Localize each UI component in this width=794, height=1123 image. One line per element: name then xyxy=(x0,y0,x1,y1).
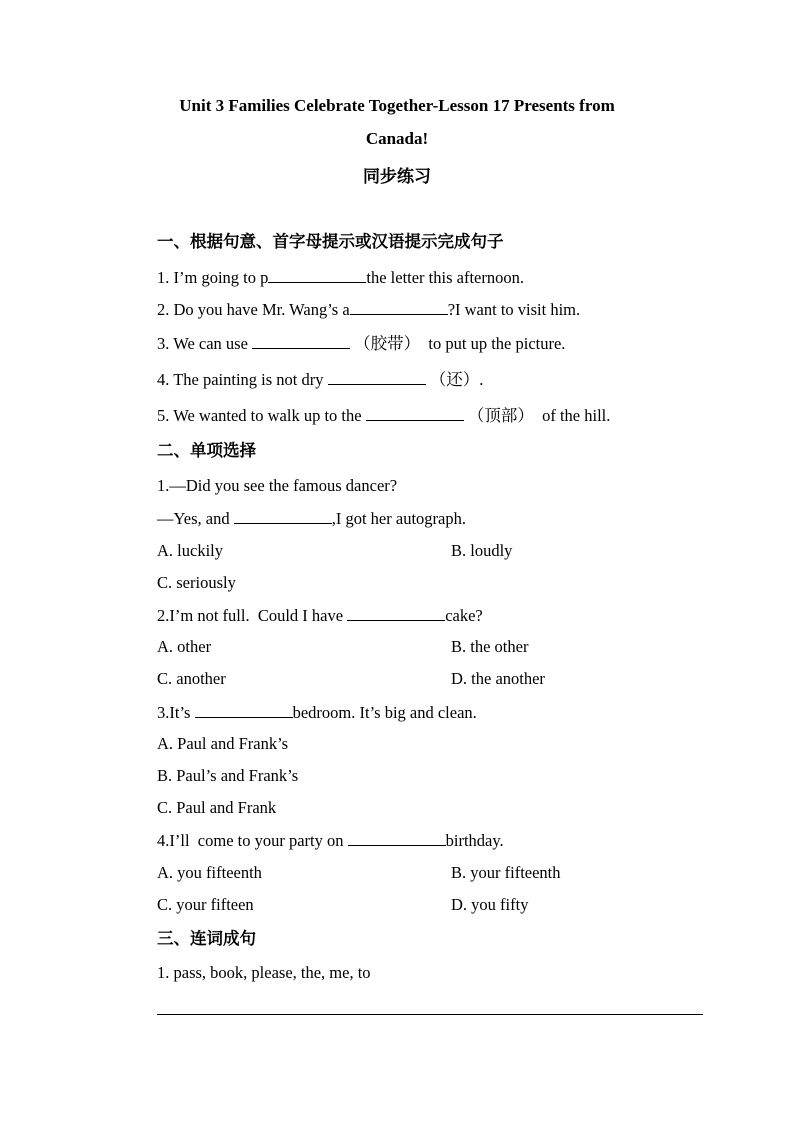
s1-q4-text-before: 4. The painting is not dry xyxy=(157,370,328,389)
s2-q4-option-a: A. you fifteenth xyxy=(157,863,262,882)
s2-q1-line-2 xyxy=(157,508,466,529)
s1-q2-text-before: 2. Do you have Mr. Wang’s a xyxy=(157,300,350,319)
s2-q3-text-after: bedroom. It’s big and clean. xyxy=(292,703,477,722)
blank xyxy=(195,702,293,718)
s2-q1-option-a: A. luckily xyxy=(157,541,223,560)
answer-line xyxy=(157,1014,703,1015)
s2-q3-option-c: C. Paul and Frank xyxy=(157,798,277,817)
s2-q1-option-c: C. seriously xyxy=(157,573,236,592)
s1-question-3 xyxy=(157,333,565,354)
s2-q4-option-d: D. you fifty xyxy=(451,895,529,914)
blank xyxy=(234,508,332,524)
blank xyxy=(366,405,464,421)
s2-q4-text-after: birthday. xyxy=(445,831,504,850)
s1-q5-text-after: （顶部） of the hill. xyxy=(463,406,611,425)
s1-q4-text-after: （还）. xyxy=(425,370,484,389)
page-title-line-1: Unit 3 Families Celebrate Together-Lesson 17 Presents from xyxy=(179,96,615,115)
s1-q2-text-after: ?I want to visit him. xyxy=(447,300,581,319)
blank xyxy=(350,299,448,315)
s1-question-1 xyxy=(157,267,524,288)
s1-q5-text-before: 5. We wanted to walk up to the xyxy=(157,406,366,425)
blank xyxy=(328,369,426,385)
s2-q2-option-a: A. other xyxy=(157,637,212,656)
blank xyxy=(252,333,350,349)
s1-q1-text-after: the letter this afternoon. xyxy=(366,268,524,287)
s1-question-5 xyxy=(157,405,610,426)
blank xyxy=(347,605,445,621)
s2-q4-text-before: 4.I’ll come to your party on xyxy=(157,831,348,850)
s1-question-4 xyxy=(157,369,483,390)
section-2-heading: 二、单项选择 xyxy=(157,441,256,460)
s2-q2-text-after: cake? xyxy=(445,606,483,625)
s2-q3-text-before: 3.It’s xyxy=(157,703,195,722)
s2-question-2 xyxy=(157,605,483,626)
page-subtitle: 同步练习 xyxy=(363,167,431,186)
section-1-heading: 一、根据句意、首字母提示或汉语提示完成句子 xyxy=(157,232,504,251)
s1-question-2 xyxy=(157,299,580,320)
s1-q3-text-before: 3. We can use xyxy=(157,334,253,353)
section-3-heading: 三、连词成句 xyxy=(157,929,256,948)
s2-q3-option-a: A. Paul and Frank’s xyxy=(157,734,289,753)
s1-q1-text-before: 1. I’m going to p xyxy=(157,268,269,287)
s1-q3-text-after: （胶带） to put up the picture. xyxy=(350,334,566,353)
blank xyxy=(268,267,366,283)
s2-q2-option-d: D. the another xyxy=(451,669,545,688)
s2-q2-option-c: C. another xyxy=(157,669,226,688)
s2-q1-text-before: —Yes, and xyxy=(157,509,234,528)
s2-q1-text-after: ,I got her autograph. xyxy=(331,509,466,528)
page-title-line-2: Canada! xyxy=(365,129,429,148)
s2-question-3 xyxy=(157,702,477,723)
s2-q2-option-b: B. the other xyxy=(451,637,529,656)
s3-question-1: 1. pass, book, please, the, me, to xyxy=(157,963,371,982)
s2-q1-line-1: 1.—Did you see the famous dancer? xyxy=(157,476,398,495)
s2-question-4 xyxy=(157,830,504,851)
blank xyxy=(348,830,446,846)
s2-q4-option-b: B. your fifteenth xyxy=(451,863,561,882)
s2-q4-option-c: C. your fifteen xyxy=(157,895,254,914)
s2-q3-option-b: B. Paul’s and Frank’s xyxy=(157,766,299,785)
s2-q2-text-before: 2.I’m not full. Could I have xyxy=(157,606,348,625)
s2-q1-option-b: B. loudly xyxy=(451,541,513,560)
